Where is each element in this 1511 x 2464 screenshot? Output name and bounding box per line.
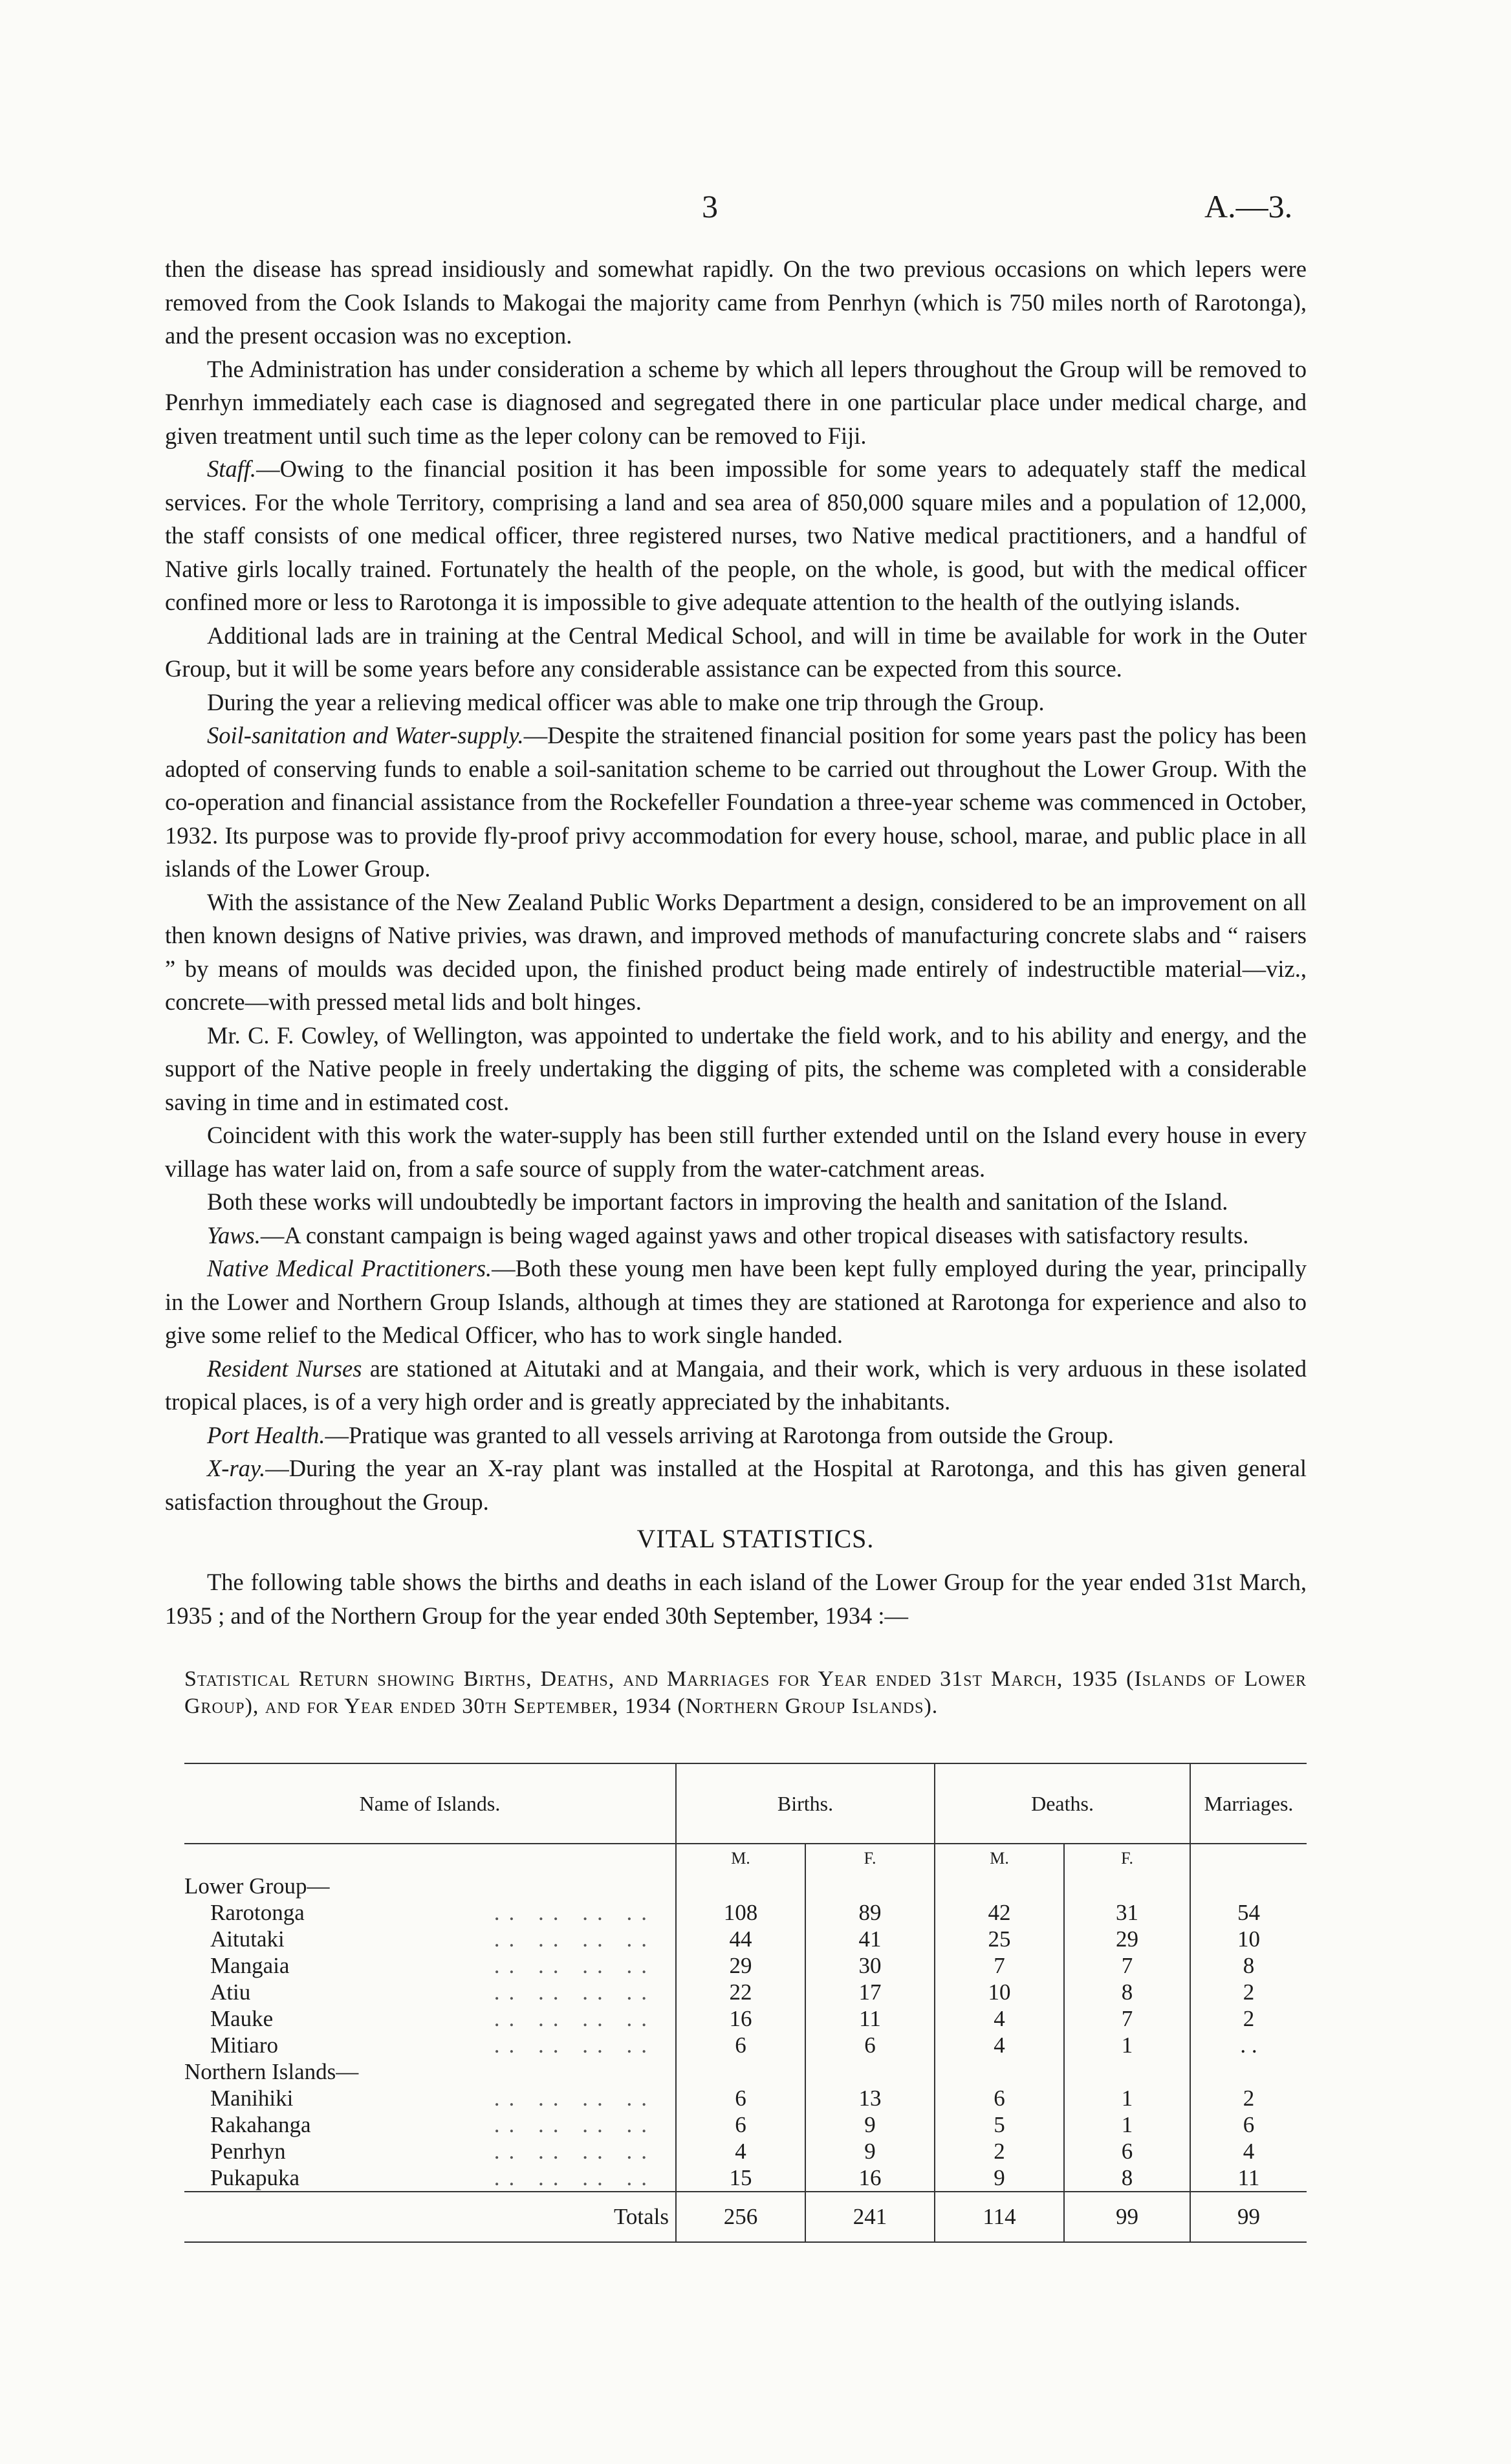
- paragraph-text: then the disease has spread insidiously and somewhat rapidly. On the two previous occasions on which lepers were removed from the Cook Islands to Makogai the majority came from Penrhyn (which is 750 miles north of Rarotonga), and the present occasion was no exception.: [165, 256, 1307, 349]
- paragraph: [165, 686, 1307, 719]
- deaths-female: 7: [1064, 2005, 1190, 2032]
- births-male: 29: [676, 1952, 805, 1979]
- births-female: 16: [805, 2164, 935, 2192]
- total-deaths-female: 99: [1064, 2192, 1190, 2242]
- table-row: [184, 2032, 1307, 2058]
- deaths-female: 1: [1064, 2111, 1190, 2138]
- paragraph-lead: Port Health.: [207, 1421, 325, 1448]
- deaths-female: 8: [1064, 2164, 1190, 2192]
- paragraph: [165, 452, 1307, 619]
- paragraph-text: Mr. C. F. Cowley, of Wellington, was appointed to undertake the field work, and to his ability and energy, and the support of the Native people in freely undertaking the digging of pits, the scheme was completed with a considerable saving in time and in estimated cost.: [165, 1021, 1307, 1115]
- deaths-male: 4: [935, 2032, 1064, 2058]
- deaths-male: 10: [935, 1979, 1064, 2005]
- table-row: [184, 2164, 1307, 2192]
- marriages: 4: [1190, 2138, 1307, 2164]
- deaths-male: 5: [935, 2111, 1064, 2138]
- table-row: [184, 2111, 1307, 2138]
- leader-dots: .. .. .. ..: [494, 1899, 656, 1925]
- paragraph-text: The Administration has under consideration a scheme by which all lepers throughout the Group will be removed to Penrhyn immediately each case is diagnosed and segregated there in one particular place under medical charge, and given treatment until such time as the leper colony can be removed to Fiji.: [165, 355, 1307, 449]
- total-deaths-male: 114: [935, 2192, 1064, 2242]
- header-births: Births.: [676, 1763, 935, 1844]
- sub-header-deaths-female: F.: [1064, 1844, 1190, 1873]
- births-male: 6: [676, 2032, 805, 2058]
- paragraph-text: During the year a relieving medical officer was able to make one trip through the Group.: [207, 688, 1045, 715]
- table-row: [184, 1899, 1307, 1926]
- empty-cell: [1190, 2058, 1307, 2085]
- births-female: 41: [805, 1926, 935, 1952]
- paragraph-text: —During the year an X-ray plant was installed at the Hospital at Rarotonga, and this has given general satisfaction throughout the Group.: [165, 1455, 1307, 1515]
- island-name-cell: [184, 2085, 676, 2111]
- paragraph: [165, 1419, 1307, 1452]
- deaths-female: 8: [1064, 1979, 1190, 2005]
- paragraph-lead: Soil-sanitation and Water-supply.: [207, 722, 524, 748]
- empty-cell: [935, 1873, 1064, 1899]
- deaths-male: 4: [935, 2005, 1064, 2032]
- table-caption: Statistical Return showing Births, Deaths, and Marriages for Year ended 31st March, 1935 (Islands of Lower Group), and for Year ended 30th September, 1934 (Northern Group Islands).: [184, 1667, 1307, 1718]
- paragraph-lead: Yaws.: [207, 1221, 261, 1248]
- paragraph: [165, 1219, 1307, 1252]
- paragraph-lead: Staff.: [207, 455, 257, 482]
- paragraph-text: —Both these young men have been kept fully employed during the year, principally in the Lower and Northern Group Islands, although at times they are stationed at Rarotonga for experience and also to give some relief to the Medical Officer, who has to work single handed.: [165, 1255, 1307, 1348]
- empty-cell: [1190, 1873, 1307, 1899]
- paragraph-text: are stationed at Aitutaki and at Mangaia, and their work, which is very arduous in these isolated tropical places, is of a very high order and is greatly appreciated by the inhabitants.: [165, 1355, 1307, 1415]
- vital-statistics-heading: VITAL STATISTICS.: [636, 1524, 875, 1553]
- leader-dots: .. .. .. ..: [494, 2138, 656, 2164]
- leader-dots: .. .. .. ..: [494, 2005, 656, 2031]
- marriages: 11: [1190, 2164, 1307, 2192]
- marriages: 2: [1190, 1979, 1307, 2005]
- paragraph: [165, 619, 1307, 686]
- births-female: 9: [805, 2111, 935, 2138]
- table-row: [184, 1979, 1307, 2005]
- deaths-male: 42: [935, 1899, 1064, 1926]
- island-name: Aitutaki: [210, 1926, 285, 1952]
- total-births-female: 241: [805, 2192, 935, 2242]
- paragraph: [165, 1185, 1307, 1219]
- document-reference: A.—3.: [1204, 188, 1293, 224]
- sub-header-row: [184, 1844, 1307, 1873]
- island-name-cell: [184, 2164, 676, 2192]
- empty-cell: [805, 1873, 935, 1899]
- paragraph-text: Both these works will undoubtedly be important factors in improving the health and sanitation of the Island.: [207, 1188, 1228, 1215]
- total-marriages: 99: [1190, 2192, 1307, 2242]
- island-name: Mangaia: [210, 1952, 290, 1978]
- marriages: 54: [1190, 1899, 1307, 1926]
- table-row: [184, 2005, 1307, 2032]
- leader-dots: .. .. .. ..: [494, 1979, 656, 2005]
- group-label: Lower Group—: [184, 1873, 330, 1899]
- deaths-female: 29: [1064, 1926, 1190, 1952]
- deaths-female: 1: [1064, 2085, 1190, 2111]
- paragraph-lead: X-ray.: [207, 1455, 266, 1481]
- sub-header-births-male: M.: [676, 1844, 805, 1873]
- empty-cell: [1064, 1873, 1190, 1899]
- marriages: 6: [1190, 2111, 1307, 2138]
- sub-header-blank: [184, 1844, 676, 1873]
- deaths-female: 1: [1064, 2032, 1190, 2058]
- leader-dots: .. .. .. ..: [494, 2111, 656, 2137]
- empty-cell: [1064, 2058, 1190, 2085]
- group-label: Northern Islands—: [184, 2058, 359, 2084]
- vital-statistics-table: [184, 1763, 1307, 2243]
- island-name-cell: [184, 1899, 676, 1926]
- deaths-male: 6: [935, 2085, 1064, 2111]
- table-row: [184, 2138, 1307, 2164]
- body-text: [165, 252, 1307, 1518]
- total-births-male: 256: [676, 2192, 805, 2242]
- island-name-cell: [184, 1926, 676, 1952]
- births-male: 22: [676, 1979, 805, 2005]
- table-row: [184, 2085, 1307, 2111]
- island-name-cell: [184, 2005, 676, 2032]
- island-name: Penrhyn: [210, 2138, 286, 2164]
- group-label-row: [184, 1873, 1307, 1899]
- empty-cell: [805, 2058, 935, 2085]
- deaths-male: 9: [935, 2164, 1064, 2192]
- island-name: Rarotonga: [210, 1899, 305, 1925]
- deaths-male: 7: [935, 1952, 1064, 1979]
- marriages: 2: [1190, 2085, 1307, 2111]
- header-deaths: Deaths.: [935, 1763, 1190, 1844]
- births-female: 13: [805, 2085, 935, 2111]
- island-name: Pukapuka: [210, 2164, 300, 2190]
- paragraph: [165, 1118, 1307, 1185]
- island-name-cell: [184, 2111, 676, 2138]
- paragraph-text: —Despite the straitened financial position for some years past the policy has been adopted of conserving funds to enable a soil-sanitation scheme to be carried out throughout the Lower Group. With the co-operation and financial assistance from the Rockefeller Foundation a three-year scheme was commenced in October, 1932. Its purpose was to provide fly-proof privy accommodation for every house, school, marae, and public place in all islands of the Lower Group.: [165, 722, 1307, 882]
- births-female: 17: [805, 1979, 935, 2005]
- paragraph: [165, 1452, 1307, 1518]
- island-name: Rakahanga: [210, 2111, 311, 2137]
- deaths-female: 6: [1064, 2138, 1190, 2164]
- island-name-cell: [184, 1979, 676, 2005]
- sub-header-deaths-male: M.: [935, 1844, 1064, 1873]
- header-name-of-islands: Name of Islands.: [184, 1763, 676, 1844]
- page-header: [0, 188, 1511, 233]
- paragraph-text: With the assistance of the New Zealand Public Works Department a design, considered to be an improvement on all then known designs of Native privies, was drawn, and improved methods of manufacturing concrete slabs and “ raisers ” by means of moulds was decided upon, the finished product being made entirely of indestructible material—viz., concrete—with pressed metal lids and bolt hinges.: [165, 888, 1307, 1015]
- births-female: 9: [805, 2138, 935, 2164]
- empty-cell: [676, 1873, 805, 1899]
- page-number: 3: [702, 188, 718, 224]
- deaths-male: 2: [935, 2138, 1064, 2164]
- births-male: 15: [676, 2164, 805, 2192]
- sub-header-births-female: F.: [805, 1844, 935, 1873]
- island-name: Mitiaro: [210, 2032, 278, 2058]
- births-female: 11: [805, 2005, 935, 2032]
- table-row: [184, 1952, 1307, 1979]
- paragraph-text: Additional lads are in training at the Central Medical School, and will in time be available for work in the Outer Group, but it will be some years before any considerable assistance can be expected from this source.: [165, 622, 1307, 682]
- leader-dots: .. .. .. ..: [494, 1926, 656, 1952]
- births-male: 44: [676, 1926, 805, 1952]
- paragraph: [165, 1019, 1307, 1119]
- totals-row: [184, 2192, 1307, 2242]
- totals-label: Totals: [184, 2192, 676, 2242]
- paragraph: [165, 1252, 1307, 1352]
- paragraph: [165, 886, 1307, 1019]
- marriages: 2: [1190, 2005, 1307, 2032]
- table-row: [184, 1926, 1307, 1952]
- island-name-cell: [184, 2032, 676, 2058]
- leader-dots: .. .. .. ..: [494, 2164, 656, 2190]
- deaths-female: 31: [1064, 1899, 1190, 1926]
- paragraph-text: —Owing to the financial position it has been impossible for some years to adequately staff the medical services. For the whole Territory, comprising a land and sea area of 850,000 square miles and a population of 12,000, the staff consists of one medical officer, three registered nurses, two Native medical practitioners, and a handful of Native girls locally trained. Fortunately the health of the people, on the whole, is good, but with the medical officer confined more or less to Rarotonga it is impossible to give adequate attention to the health of the outlying islands.: [165, 455, 1307, 615]
- leader-dots: .. .. .. ..: [494, 1952, 656, 1978]
- empty-cell: [676, 2058, 805, 2085]
- paragraph-text: —A constant campaign is being waged against yaws and other tropical diseases with satisfactory results.: [260, 1221, 1249, 1248]
- deaths-female: 7: [1064, 1952, 1190, 1979]
- island-name: Mauke: [210, 2005, 274, 2031]
- marriages: 8: [1190, 1952, 1307, 1979]
- island-name-cell: [184, 1952, 676, 1979]
- births-male: 6: [676, 2085, 805, 2111]
- table-intro-paragraph: The following table shows the births and deaths in each island of the Lower Group for the year ended 31st March, 1935 ; and of the Northern Group for the year ended 30th September, 1934 :—: [165, 1569, 1307, 1629]
- island-name: Atiu: [210, 1979, 251, 2005]
- sub-header-marriages-blank: [1190, 1844, 1307, 1873]
- leader-dots: .. .. .. ..: [494, 2032, 656, 2058]
- island-name: Manihiki: [210, 2085, 294, 2111]
- births-female: 30: [805, 1952, 935, 1979]
- paragraph-text: Coincident with this work the water-supply has been still further extended until on the Island every house in every village has water laid on, from a safe source of supply from the water-catchment areas.: [165, 1122, 1307, 1182]
- births-male: 16: [676, 2005, 805, 2032]
- births-male: 4: [676, 2138, 805, 2164]
- paragraph-text: —Pratique was granted to all vessels arriving at Rarotonga from outside the Group.: [325, 1421, 1114, 1448]
- marriages: . .: [1190, 2032, 1307, 2058]
- paragraph: [165, 252, 1307, 353]
- paragraph: [165, 1352, 1307, 1419]
- births-male: 108: [676, 1899, 805, 1926]
- births-female: 89: [805, 1899, 935, 1926]
- header-marriages: Marriages.: [1190, 1763, 1307, 1844]
- births-male: 6: [676, 2111, 805, 2138]
- leader-dots: .. .. .. ..: [494, 2085, 656, 2111]
- empty-cell: [935, 2058, 1064, 2085]
- paragraph: [165, 353, 1307, 453]
- births-female: 6: [805, 2032, 935, 2058]
- group-label-row: [184, 2058, 1307, 2085]
- marriages: 10: [1190, 1926, 1307, 1952]
- paragraph: [165, 719, 1307, 886]
- paragraph-lead: Native Medical Practitioners.: [207, 1255, 492, 1281]
- island-name-cell: [184, 2138, 676, 2164]
- deaths-male: 25: [935, 1926, 1064, 1952]
- paragraph-lead: Resident Nurses: [207, 1355, 362, 1382]
